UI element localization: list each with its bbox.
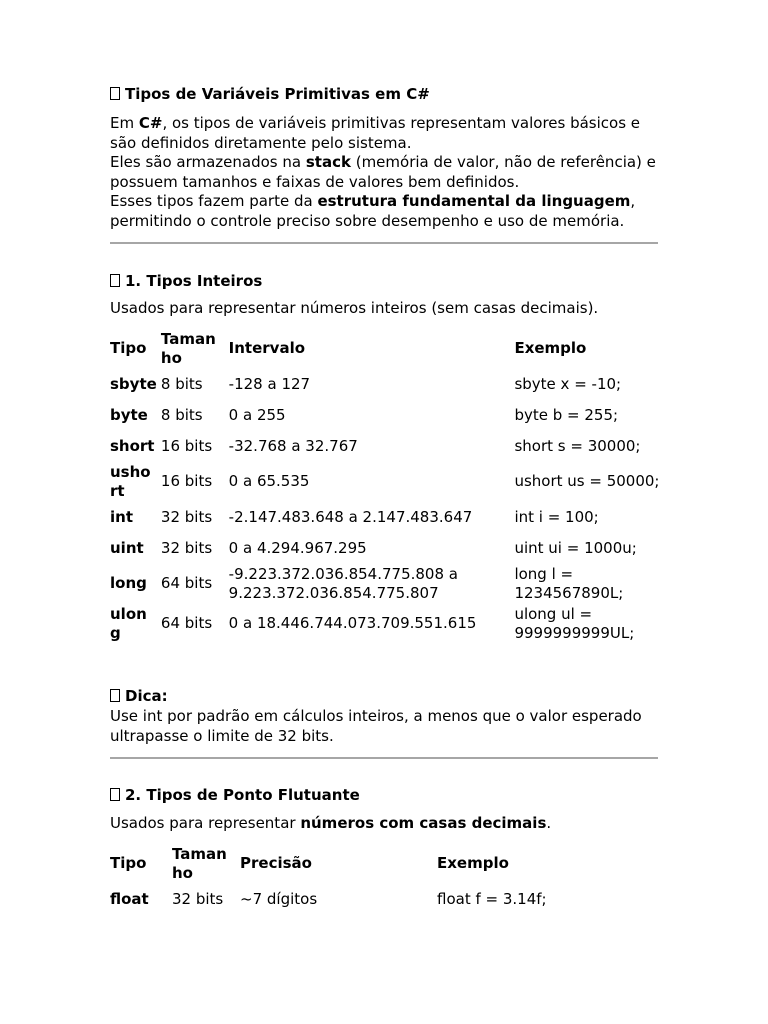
table-row: ulon g 64 bits 0 a 18.446.744.073.709.551.615 ulong ul = 9999999999UL; — [110, 604, 635, 642]
table-header-row — [110, 329, 660, 369]
emoji-placeholder-icon — [110, 274, 120, 287]
tip-text: Use int por padrão em cálculos inteiros, a menos que o valor esperado ultrapasse o limite de 32 bits. — [110, 707, 642, 745]
column-header: Precisão — [240, 854, 312, 873]
column-header: Exemplo — [514, 339, 587, 358]
table-row: byte 8 bits 0 a 255 byte b = 255; — [110, 405, 619, 424]
column-header: Exemplo — [437, 854, 509, 873]
section-divider — [110, 757, 658, 759]
column-header: Intervalo — [228, 339, 306, 358]
table-row: uint 32 bits 0 a 4.294.967.295 uint ui = 1000u; — [110, 538, 637, 557]
table-row: int 32 bits -2.147.483.648 a 2.147.483.647 int i = 100; — [110, 507, 599, 526]
table-row: long 64 bits -9.223.372.036.854.775.808 a 9.223.372.036.854.775.807 long l = 1234567890L; — [110, 564, 624, 602]
floating-point-types-table — [110, 844, 587, 915]
integer-types-table — [110, 329, 660, 644]
section-description-integers: Usados para representar números inteiros (sem casas decimais). — [110, 299, 599, 317]
table-row: usho rt 16 bits 0 a 65.535 ushort us = 50000; — [110, 462, 660, 500]
emoji-placeholder-icon — [110, 689, 120, 702]
column-header: Tipo — [110, 339, 147, 358]
section-heading-floating-point: 2. Tipos de Ponto Flutuante — [110, 785, 360, 805]
document-title-text: Tipos de Variáveis Primitivas em C# — [125, 85, 430, 103]
table-row: sbyte 8 bits -128 a 127 sbyte x = -10; — [110, 374, 622, 393]
table-row: short 16 bits -32.768 a 32.767 short s = 30000; — [110, 436, 641, 455]
section-heading-integers: 1. Tipos Inteiros — [110, 271, 262, 291]
emoji-placeholder-icon — [110, 87, 120, 100]
table-row: float 32 bits ~7 dígitos float f = 3.14f; — [110, 889, 547, 908]
column-header: Taman ho — [172, 844, 227, 882]
section-description-floating-point: Usados para representar números com casas decimais. — [110, 814, 552, 832]
section-divider — [110, 242, 658, 244]
column-header: Tipo — [110, 854, 147, 873]
emoji-placeholder-icon — [110, 788, 120, 801]
tip-heading: Dica: — [110, 686, 168, 706]
document-title — [110, 84, 430, 104]
column-header: Taman ho — [160, 329, 216, 367]
table-header-row — [110, 844, 587, 884]
intro-paragraph: Em C#, os tipos de variáveis primitivas representam valores básicos e são definidos diretamente pelo sistema. Eles são armazenados na stack (memória de valor, não de referência) e possuem tamanhos e faixas de valores bem definidos. Esses tipos fazem parte da estrutura fundamental da linguagem, permitindo o controle preciso sobre desempenho e uso de memória. — [110, 114, 656, 230]
